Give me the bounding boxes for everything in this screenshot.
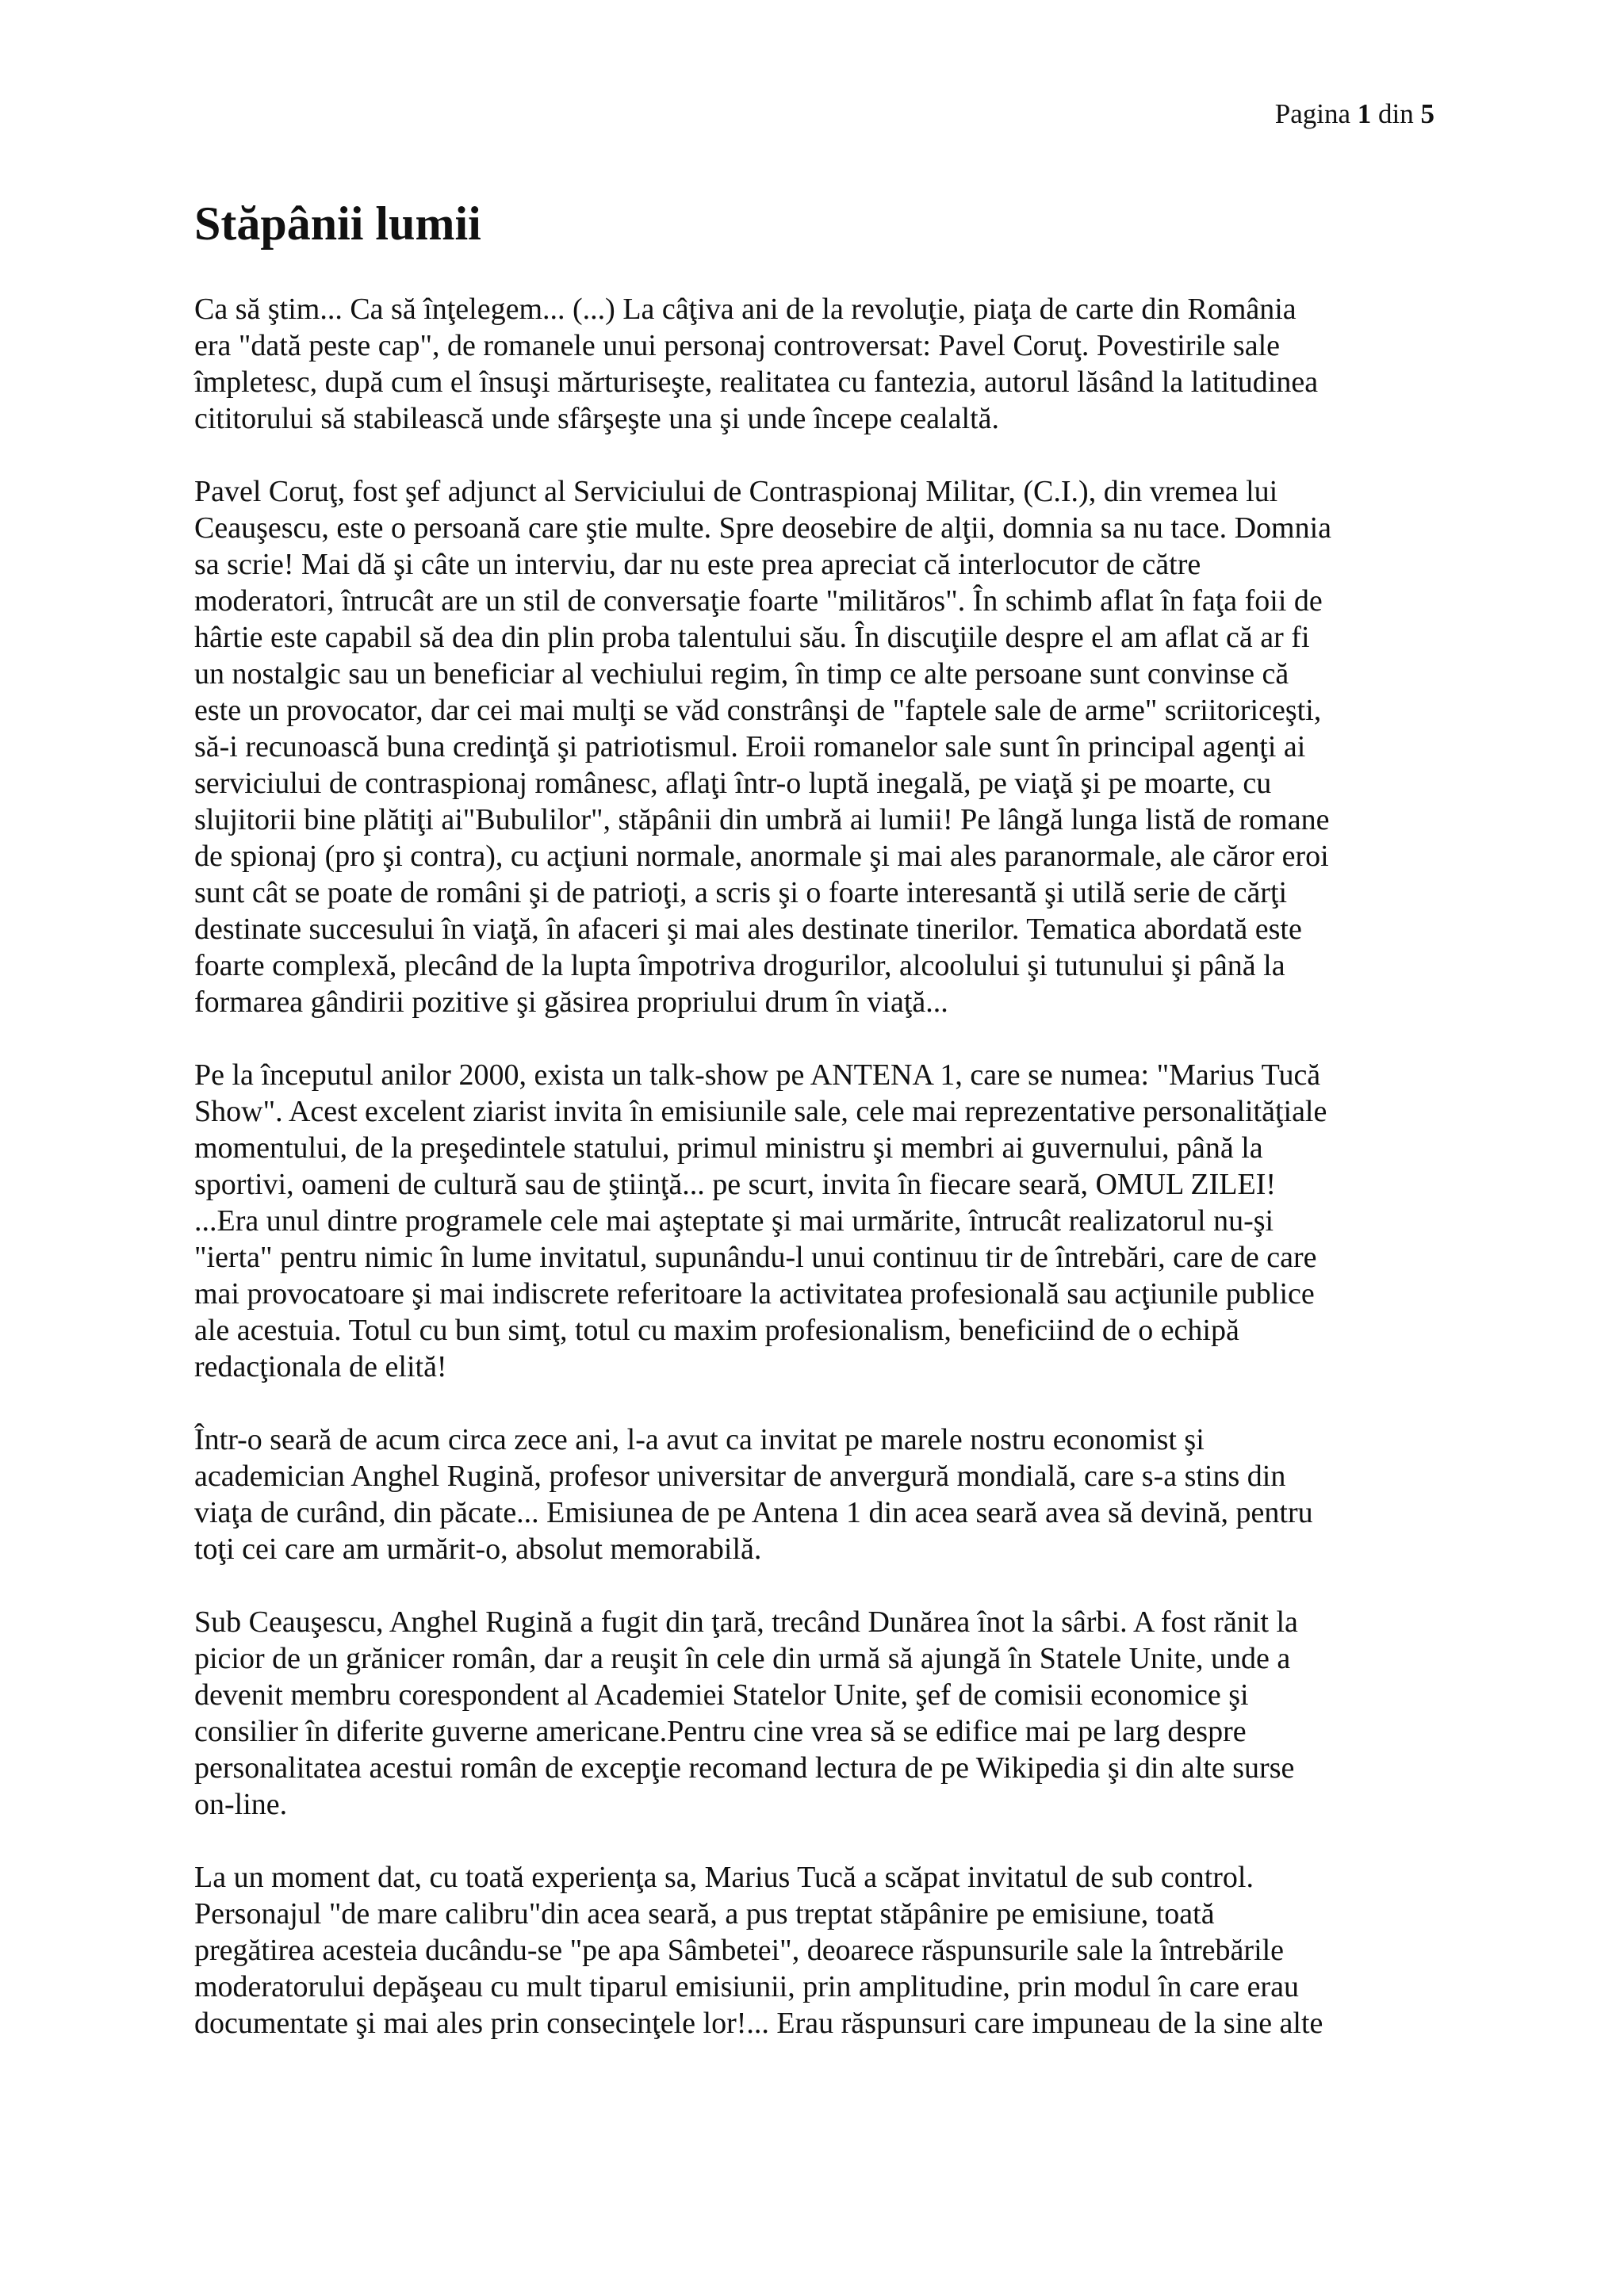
text-line: să-i recunoască buna credinţă şi patriotismul. Eroii romanelor sale sunt în principal agenţi ai [194, 730, 1306, 763]
text-line: "ierta" pentru nimic în lume invitatul, supunându-l unui continuu tir de întrebări, care de care [194, 1241, 1317, 1274]
text-line: slujitorii bine plătiţi ai"Bubulilor", stăpânii din umbră ai lumii! Pe lângă lunga listă de romane [194, 803, 1330, 836]
text-line: Sub Ceauşescu, Anghel Rugină a fugit din ţară, trecând Dunărea înot la sârbi. A fost rănit la [194, 1605, 1298, 1639]
paragraph [194, 291, 1463, 437]
text-line: Ca să ştim... Ca să înţelegem... (...) La câţiva ani de la revoluţie, piaţa de carte din România [194, 293, 1297, 326]
page-label: Pagina [1274, 98, 1351, 129]
current-page-number: 1 [1357, 98, 1372, 129]
text-line: pregătirea acesteia ducându-se "pe apa Sâmbetei", deoarece răspunsurile sale la întrebările [194, 1934, 1285, 1967]
text-line: sportivi, oameni de cultură sau de ştiinţă... pe scurt, invita în fiecare seară, OMUL ZILEI! [194, 1168, 1277, 1201]
document-body [194, 291, 1463, 2078]
text-line: ...Era unul dintre programele cele mai aşteptate şi mai urmărite, întrucât realizatorul nu-şi [194, 1204, 1274, 1238]
text-line: momentului, de la preşedintele statului, primul ministru şi membri ai guvernului, până la [194, 1131, 1263, 1165]
text-line: Personajul "de mare calibru"din acea seară, a pus treptat stăpânire pe emisiune, toată [194, 1897, 1215, 1931]
page-indicator [1275, 97, 1434, 132]
text-line: La un moment dat, cu toată experienţa sa, Marius Tucă a scăpat invitatul de sub control. [194, 1861, 1254, 1894]
text-line: hârtie este capabil să dea din plin proba talentului său. În discuţiile despre el am aflat că ar fi [194, 621, 1310, 654]
text-line: Ceauşescu, este o persoană care ştie multe. Spre deosebire de alţii, domnia sa nu tace. Domnia [194, 511, 1331, 545]
paragraph [194, 1057, 1463, 1385]
text-line: on-line. [194, 1788, 288, 1821]
text-line: Show". Acest excelent ziarist invita în emisiunile sale, cele mai reprezentative personalităţiale [194, 1095, 1327, 1128]
text-line: Într-o seară de acum circa zece ani, l-a avut ca invitat pe marele nostru economist şi [194, 1423, 1205, 1456]
text-line: de spionaj (pro şi contra), cu acţiuni normale, anormale şi mai ales paranormale, ale căror eroi [194, 840, 1329, 873]
text-line: era "dată peste cap", de romanele unui personaj controversat: Pavel Coruţ. Povestirile sale [194, 329, 1281, 362]
paragraph [194, 473, 1463, 1020]
text-line: academician Anghel Rugină, profesor universitar de anvergură mondială, care s-a stins din [194, 1460, 1286, 1493]
page-separator: din [1378, 98, 1414, 129]
text-line: moderatori, întrucât are un stil de conversaţie foarte "milităros". În schimb aflat în faţa foii de [194, 584, 1323, 618]
text-line: sunt cât se poate de români şi de patrioţi, a scris şi o foarte interesantă şi utilă serie de cărţi [194, 876, 1288, 909]
text-line: documentate şi mai ales prin consecinţele lor!... Erau răspunsuri care impuneau de la sine alte [194, 2007, 1323, 2040]
text-line: foarte complexă, plecând de la lupta împotriva drogurilor, alcoolului şi tutunului şi până la [194, 949, 1285, 982]
text-line: împletesc, după cum el însuşi mărturiseşte, realitatea cu fantezia, autorul lăsând la latitudinea [194, 365, 1319, 399]
text-line: mai provocatoare şi mai indiscrete referitoare la activitatea profesională sau acţiunile publice [194, 1277, 1315, 1311]
total-pages-number: 5 [1420, 98, 1434, 129]
text-line: este un provocator, dar cei mai mulţi se văd constrânşi de "faptele sale de arme" scriitoriceşti, [194, 694, 1322, 727]
text-line: personalitatea acestui român de excepţie recomand lectura de pe Wikipedia şi din alte surse [194, 1751, 1295, 1785]
text-line: formarea gândirii pozitive şi găsirea propriului drum în viaţă... [194, 985, 948, 1019]
document-title: Stăpânii lumii [194, 197, 481, 250]
text-line: picior de un grănicer român, dar a reuşit în cele din urmă să ajungă în Statele Unite, unde a [194, 1642, 1291, 1675]
text-line: moderatorului depăşeau cu mult tiparul emisiunii, prin amplitudine, prin modul în care erau [194, 1970, 1299, 2003]
text-line: Pavel Coruţ, fost şef adjunct al Serviciului de Contraspionaj Militar, (C.I.), din vremea lui [194, 475, 1278, 508]
text-line: consilier în diferite guverne americane.Pentru cine vrea să se edifice mai pe larg despre [194, 1715, 1247, 1748]
text-line: devenit membru corespondent al Academiei Statelor Unite, şef de comisii economice şi [194, 1678, 1249, 1712]
text-line: toţi cei care am urmărit-o, absolut memorabilă. [194, 1533, 762, 1566]
text-line: ale acestuia. Totul cu bun simţ, totul cu maxim profesionalism, beneficiind de o echipă [194, 1314, 1239, 1347]
text-line: viaţa de curând, din păcate... Emisiunea de pe Antena 1 din acea seară avea să devină, pentru [194, 1496, 1313, 1529]
text-line: serviciului de contraspionaj românesc, aflaţi într-o luptă inegală, pe viaţă şi pe moarte, cu [194, 767, 1272, 800]
text-line: redacţionala de elită! [194, 1350, 447, 1383]
text-line: Pe la începutul anilor 2000, exista un talk-show pe ANTENA 1, care se numea: "Marius Tucă [194, 1058, 1321, 1092]
text-line: un nostalgic sau un beneficiar al vechiului regim, în timp ce alte persoane sunt convinse că [194, 657, 1289, 691]
paragraph [194, 1859, 1463, 2042]
text-line: destinate succesului în viaţă, în afaceri şi mai ales destinate tinerilor. Tematica abordată este [194, 913, 1302, 946]
paragraph [194, 1604, 1463, 1823]
text-line: cititorului să stabilească unde sfârşeşte una şi unde începe cealaltă. [194, 402, 1000, 435]
paragraph [194, 1422, 1463, 1567]
text-line: sa scrie! Mai dă şi câte un interviu, dar nu este prea apreciat că interlocutor de către [194, 548, 1201, 581]
